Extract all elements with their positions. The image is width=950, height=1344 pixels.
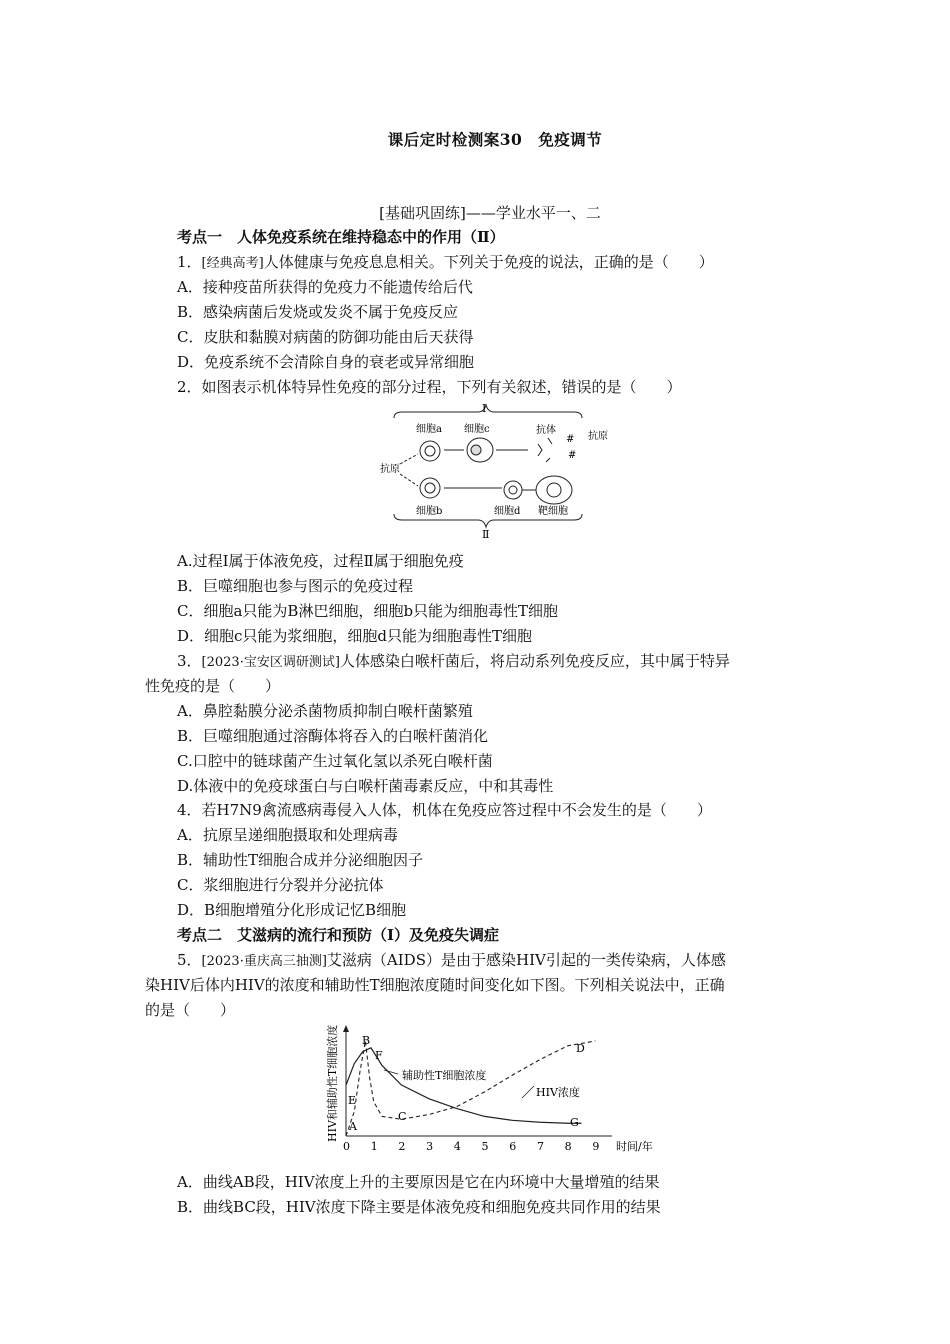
hiv-concentration-chart (322, 1024, 662, 1160)
x-tick-label: 4 (453, 1140, 461, 1153)
question-number: 3． (177, 652, 202, 670)
x-tick-label: 0 (343, 1140, 350, 1153)
question-4-stem: 4．若H7N9禽流感病毒侵入人体，机体在免疫应答过程中不会发生的是（ ） (177, 801, 712, 819)
q4-option-c: C．浆细胞进行分裂并分泌抗体 (177, 876, 384, 894)
question-number: 1． (177, 253, 202, 271)
question-number: 5． (177, 951, 202, 969)
antigen-left-label: 抗原 (380, 464, 400, 475)
x-tick-label: 1 (370, 1140, 378, 1153)
point-label-g: G (570, 1116, 579, 1129)
question-2-stem: 2．如图表示机体特异性免疫的部分过程，下列有关叙述，错误的是（ ） (177, 378, 682, 396)
x-tick-label: 6 (509, 1140, 517, 1153)
antigen-right-label: 抗原 (588, 431, 608, 442)
x-axis-label: 时间/年 (616, 1140, 653, 1153)
q1-option-a: A．接种疫苗所获得的免疫力不能遗传给后代 (177, 278, 473, 296)
cell-a-shape (420, 441, 440, 461)
cell-b-label: 细胞b (416, 506, 443, 517)
source-tag: [2023·宝安区调研测试] (201, 655, 340, 670)
process-2-label: Ⅱ (482, 528, 490, 540)
q4-option-d: D．B细胞增殖分化形成记忆B细胞 (177, 901, 407, 919)
question-5-stem-cont: 染HIV后体内HIV的浓度和辅助性T细胞浓度随时间变化如下图。下列相关说法中，正确 (145, 976, 725, 994)
question-text: 艾滋病（AIDS）是由于感染HIV引起的一类传染病，人体感 (326, 951, 726, 969)
q1-option-b: B．感染病菌后发烧或发炎不属于免疫反应 (177, 303, 459, 321)
hiv-curve-label: HIV浓度 (536, 1086, 580, 1099)
x-tick-label: 8 (564, 1140, 572, 1153)
target-cell-label: 靶细胞 (538, 506, 568, 517)
cell-c-label: 细胞c (464, 424, 490, 435)
immune-process-diagram (378, 402, 614, 540)
topic-2-heading: 考点二 艾滋病的流行和预防（Ⅰ）及免疫失调症 (177, 926, 500, 944)
question-5-stem (177, 950, 726, 972)
question-3-stem (177, 651, 730, 673)
x-tick-label: 2 (398, 1140, 406, 1153)
source-tag: [2023·重庆高三抽测] (201, 954, 327, 969)
point-label-d: D (576, 1042, 585, 1055)
point-label-a: A (349, 1120, 357, 1133)
question-1-stem (177, 252, 714, 274)
topic-1-heading: 考点一 人体免疫系统在维持稳态中的作用（Ⅱ） (177, 228, 505, 246)
process-1-label: Ⅰ (482, 402, 487, 415)
q2-option-b: B．巨噬细胞也参与图示的免疫过程 (177, 577, 414, 595)
q3-option-c: C.口腔中的链球菌产生过氧化氢以杀死白喉杆菌 (177, 752, 493, 770)
helper-t-curve-label: 辅助性T细胞浓度 (402, 1069, 487, 1082)
q5-option-b: B．曲线BC段，HIV浓度下降主要是体液免疫和细胞免疫共同作用的结果 (177, 1198, 661, 1216)
svg-text:#: # (568, 450, 577, 461)
q3-option-a: A．鼻腔黏膜分泌杀菌物质抑制白喉杆菌繁殖 (177, 702, 473, 720)
antigen-mark: # (566, 434, 575, 445)
antibody-label: 抗体 (536, 425, 556, 436)
q5-option-a: A．曲线AB段，HIV浓度上升的主要原因是它在内环境中大量增殖的结果 (177, 1173, 660, 1191)
page-title: 课后定时检测案30 免疫调节 (387, 130, 603, 149)
target-cell-shape (536, 476, 572, 504)
x-tick-label: 7 (536, 1140, 544, 1153)
question-text: 人体感染白喉杆菌后，将启动系列免疫反应，其中属于特异 (339, 652, 730, 670)
x-tick-label: 5 (481, 1140, 489, 1153)
point-label-f: F (375, 1049, 383, 1062)
x-tick-label: 9 (592, 1140, 600, 1153)
q1-option-c: C．皮肤和黏膜对病菌的防御功能由后天获得 (177, 328, 474, 346)
q3-option-b: B．巨噬细胞通过溶酶体将吞入的白喉杆菌消化 (177, 727, 489, 745)
y-axis-label: HIV和辅助性T细胞浓度 (326, 1024, 339, 1142)
question-3-stem-cont: 性免疫的是（ ） (145, 677, 281, 695)
point-label-e: E (348, 1094, 357, 1107)
cell-a-label: 细胞a (416, 424, 442, 435)
cell-b-shape (420, 478, 440, 498)
q4-option-a: A．抗原呈递细胞摄取和处理病毒 (177, 826, 398, 844)
cell-d-label: 细胞d (494, 506, 521, 517)
source-tag: [经典高考] (201, 256, 264, 271)
q1-option-d: D．免疫系统不会清除自身的衰老或异常细胞 (177, 353, 475, 371)
section-heading: [基础巩固练]——学业水平一、二 (379, 204, 601, 222)
q2-option-d: D．细胞c只能为浆细胞，细胞d只能为细胞毒性T细胞 (177, 627, 533, 645)
q3-option-d: D.体液中的免疫球蛋白与白喉杆菌毒素反应，中和其毒性 (177, 777, 554, 795)
point-label-c: C (398, 1110, 407, 1123)
q4-option-b: B．辅助性T细胞合成并分泌细胞因子 (177, 851, 424, 869)
question-text: 人体健康与免疫息息相关。下列关于免疫的说法，正确的是（ ） (263, 253, 714, 271)
q2-option-c: C．细胞a只能为B淋巴细胞，细胞b只能为细胞毒性T细胞 (177, 602, 559, 620)
point-label-b: B (362, 1034, 371, 1047)
cell-d-shape (504, 481, 522, 499)
q2-option-a: A.过程Ⅰ属于体液免疫，过程Ⅱ属于细胞免疫 (177, 552, 464, 570)
x-tick-label: 3 (426, 1140, 434, 1153)
question-5-stem-end: 的是（ ） (145, 1001, 236, 1019)
